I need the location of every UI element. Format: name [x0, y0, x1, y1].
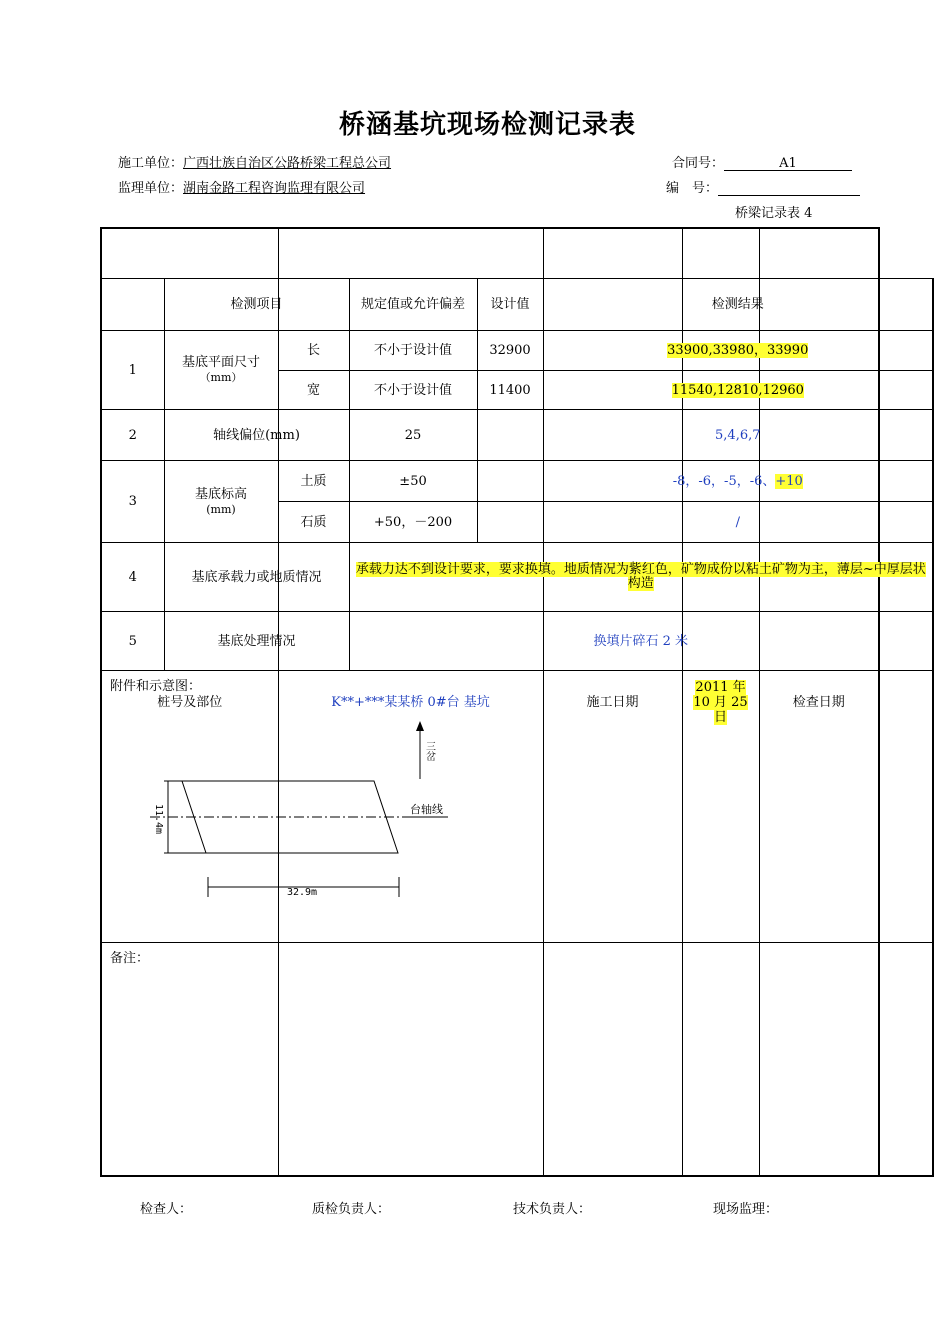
col-result: 检测结果 [543, 279, 933, 331]
direction-label: 三岔 [423, 741, 435, 761]
quality-lead-signature: 质检负责人： [312, 1202, 391, 1217]
construction-unit-label: 施工单位： [118, 156, 184, 171]
remarks-row [101, 943, 933, 1176]
tolerance: +50，－200 [349, 502, 477, 543]
remarks-label: 备注： [110, 951, 150, 966]
row-no: 2 [101, 410, 164, 461]
row-no: 3 [101, 461, 164, 543]
foundation-sketch [102, 671, 876, 943]
site-supervisor-signature: 现场监理： [713, 1202, 779, 1217]
col-tolerance: 规定值或允许偏差 [349, 279, 477, 331]
contract-no: A1 [724, 156, 852, 171]
serial-label: 编 号： [666, 181, 719, 196]
contract-line [672, 152, 852, 171]
sketch-width-label: 32.9m [286, 887, 318, 898]
inspection-date-label: 检查日期 [759, 228, 879, 1176]
construction-unit-line [118, 152, 391, 171]
supervision-unit-line [118, 177, 393, 196]
item-unit: (mm) [206, 502, 236, 516]
tech-lead-signature: 技术负责人： [513, 1202, 592, 1217]
construction-date: 2011 年 10 月 25 日 [693, 679, 748, 725]
form-number: 桥梁记录表 4 [735, 206, 813, 221]
serial-value [718, 181, 860, 196]
table-row [101, 612, 933, 671]
contract-label: 合同号： [672, 156, 725, 171]
tolerance: ±50 [349, 461, 477, 502]
construction-unit-value: 广西壮族自治区公路桥梁工程总公司 [183, 156, 392, 171]
inspection-table-body [100, 278, 934, 1177]
row-item: 基底处理情况 [164, 612, 349, 671]
sketch-height-label: 11.4m [153, 803, 164, 835]
row-no: 5 [101, 612, 164, 671]
station-label: 桩号及部位 [101, 228, 278, 1176]
col-design: 设计值 [477, 279, 543, 331]
design-value: 11400 [477, 371, 543, 410]
tolerance: 不小于设计值 [349, 371, 477, 410]
sub-item: 石质 [278, 502, 349, 543]
remarks-cell [101, 943, 933, 1176]
table-row [101, 410, 933, 461]
item-name: 基底平面尺寸 [181, 355, 260, 370]
table-row [101, 543, 933, 612]
result: 承载力达不到设计要求，要求换填。地质情况为紫红色，矿物成份以粘土矿物为主，薄层~中厚层状构造 [355, 562, 926, 591]
row-no: 4 [101, 543, 164, 612]
row-no: 1 [101, 331, 164, 410]
construction-date-label: 施工日期 [543, 228, 682, 1176]
tolerance: 25 [349, 410, 477, 461]
row-item: 轴线偏位(mm) [164, 410, 349, 461]
design-value: 32900 [477, 331, 543, 371]
result [543, 461, 933, 502]
axis-label: 台轴线 [410, 803, 443, 816]
attachment-label: 附件和示意图： [110, 679, 202, 694]
item-name: 基底标高 [194, 486, 247, 502]
result: 33900,33980，33990 [667, 343, 809, 358]
result: 11540,12810,12960 [671, 382, 804, 398]
result: / [543, 502, 933, 543]
sub-item: 宽 [278, 371, 349, 410]
tolerance: 不小于设计值 [349, 331, 477, 371]
supervision-unit-value: 湖南金路工程咨询监理有限公司 [183, 181, 366, 196]
table-row [101, 331, 933, 371]
row-item [164, 461, 278, 543]
supervision-unit-label: 监理单位： [118, 181, 184, 196]
serial-line [666, 177, 860, 196]
result-part: -8，-6，-5，-6、 [672, 473, 776, 489]
attachment-row [101, 671, 933, 943]
result: 换填片碎石 2 米 [349, 612, 933, 671]
result: 5,4,6,7 [543, 410, 933, 461]
station-value: K**+***某某桥 0#台 基坑 [278, 228, 543, 1176]
column-header-row [101, 279, 933, 331]
table-row [101, 461, 933, 502]
result-part-highlight: +10 [775, 473, 803, 489]
sub-item: 土质 [278, 461, 349, 502]
row-item: 基底承载力或地质情况 [164, 543, 349, 612]
inspector-signature: 检查人： [140, 1202, 193, 1217]
page-title: 桥涵基坑现场检测记录表 [338, 110, 636, 140]
attachment-cell [101, 671, 933, 943]
row-item [164, 331, 278, 410]
sub-item: 长 [278, 331, 349, 371]
item-unit: （mm） [199, 371, 243, 384]
col-item: 检测项目 [164, 279, 349, 331]
